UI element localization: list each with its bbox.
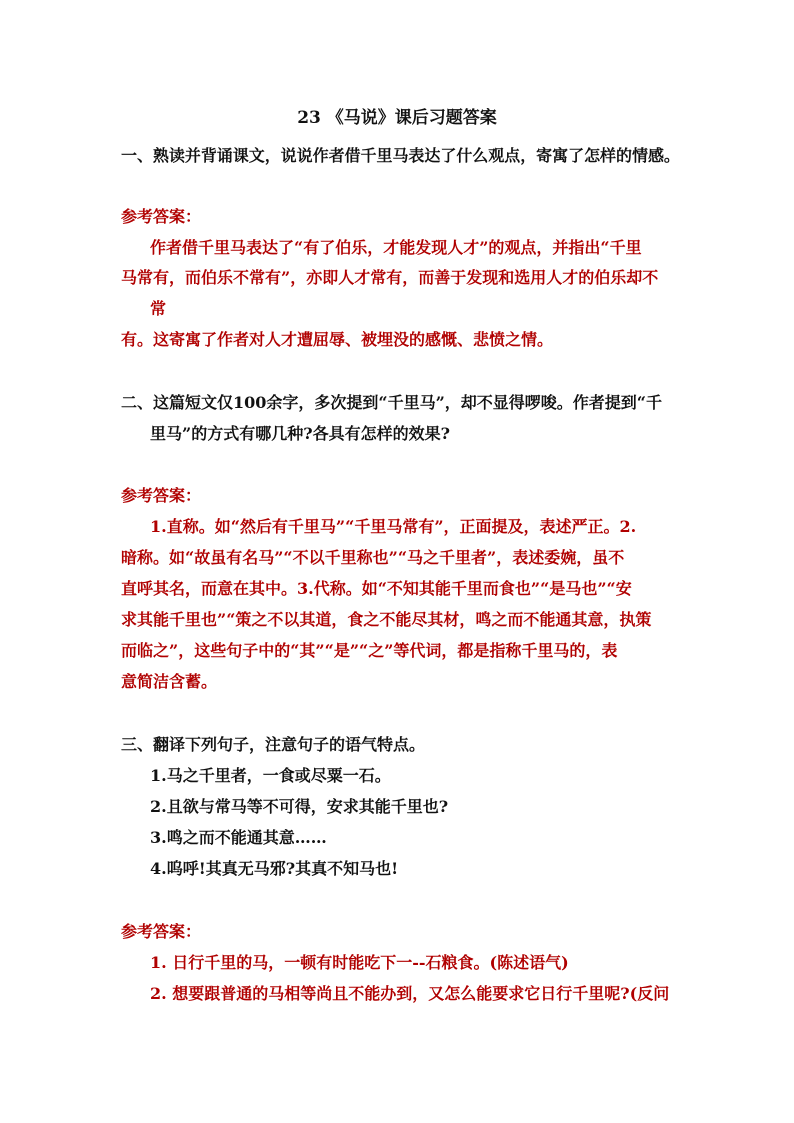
answer-3-line-1: 1. 日行千里的马，一顿有时能吃下一--石粮食。(陈述语气) — [150, 953, 569, 972]
page-title: 23 《马说》课后习题答案 — [297, 108, 497, 128]
answer-2-line-2: 暗称。如“故虽有名马”“不以千里称也”“马之千里者”，表述委婉，虽不 — [121, 548, 625, 567]
answer-1-line-2: 马常有，而伯乐不常有”，亦即人才常有，而善于发现和选用人才的伯乐却不 — [121, 268, 659, 287]
answer-2-line-1: 1.直称。如“然后有千里马”“千里马常有”，正面提及，表述严正。2. — [150, 517, 637, 536]
answer-2-line-4: 求其能千里也”“策之不以其道，食之不能尽其材，鸣之而不能通其意，执策 — [121, 610, 652, 629]
answer-label-3: 参考答案： — [121, 922, 202, 941]
answer-1-line-4: 有。这寄寓了作者对人才遭屈辱、被埋没的感慨、悲愤之情。 — [121, 330, 554, 349]
answer-2-line-5: 而临之”，这些句子中的“其”“是”“之”等代词，都是指称千里马的，表 — [121, 641, 618, 660]
question-1: 一、熟读并背诵课文，说说作者借千里马表达了什么观点，寄寓了怎样的情感。 — [121, 146, 680, 165]
question-3: 三、翻译下列句子，注意句子的语气特点。 — [121, 735, 426, 754]
question-2-line-1: 二、这篇短文仅100余字，多次提到“千里马”，却不显得啰唆。作者提到“千 — [121, 393, 663, 412]
question-2-line-2: 里马”的方式有哪几种?各具有怎样的效果? — [150, 424, 450, 443]
answer-1-line-1: 作者借千里马表达了“有了伯乐，才能发现人才”的观点，并指出“千里 — [150, 238, 642, 257]
answer-label-2: 参考答案： — [121, 486, 202, 505]
answer-1-line-3: 常 — [150, 299, 167, 318]
answer-2-line-6: 意简洁含蓄。 — [121, 672, 218, 691]
question-3-item-2: 2.且欲与常马等不可得，安求其能千里也? — [150, 797, 449, 816]
answer-2-line-3: 直呼其名，而意在其中。3.代称。如“不知其能千里而食也”“是马也”“安 — [121, 579, 632, 598]
question-3-item-1: 1.马之千里者，一食或尽粟一石。 — [150, 766, 391, 785]
question-3-item-4: 4.呜呼!其真无马邪?其真不知马也! — [150, 859, 399, 878]
answer-3-line-2: 2. 想要跟普通的马相等尚且不能办到，又怎么能要求它日行千里呢?(反问 — [150, 984, 670, 1003]
answer-label-1: 参考答案： — [121, 207, 202, 226]
question-3-item-3: 3.鸣之而不能通其意…… — [150, 828, 327, 847]
